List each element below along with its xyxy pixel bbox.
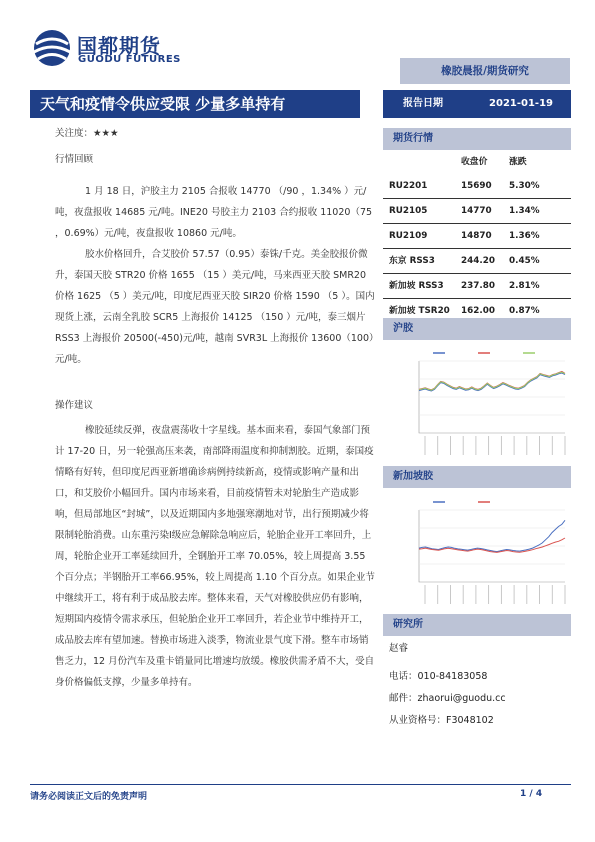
guodu-logo: [30, 28, 180, 72]
change-cell: 0.87%: [509, 306, 540, 316]
report-title: 天气和疫情令供应受限 少量多单持有: [30, 90, 360, 118]
table-row: [383, 249, 571, 274]
research-institute-header: 研究所: [383, 614, 571, 636]
report-date-label: 报告日期: [403, 98, 443, 109]
change-cell: 涨跌: [509, 157, 527, 167]
report-category: 橡胶晨报/期货研究: [400, 58, 570, 84]
singapore-rubber-header: 新加坡胶: [383, 466, 571, 488]
close-price-cell: 237.80: [461, 281, 495, 291]
change-cell: 5.30%: [509, 181, 540, 191]
futures-quotes-table: [383, 150, 571, 324]
contract-cell: RU2109: [389, 231, 428, 241]
paragraph-spot-prices: 胶水价格回升，合艾胶价 57.57（0.95）泰铢/千克。美金胶报价微升，泰国天胶 STR20 价格 1655 （15 ）美元/吨，马来西亚天胶 SMR20 价格 1625 （5 ）美元/吨，印度尼西亚天胶 SIR20 价格 1590 （5 ）。国内现货上涨，云南全乳胶 SCR5 上海报价 14125 （150 ）元/吨，泰三烟片 RSS3 上海报价 20500(-450)元/吨，越南 SVR3L 上海报价 13600（100）元/吨。: [55, 249, 375, 365]
change-cell: 1.34%: [509, 206, 540, 216]
table-row: [383, 199, 571, 224]
footer-divider: [30, 784, 571, 785]
table-row: [383, 224, 571, 249]
close-price-cell: 244.20: [461, 256, 495, 266]
close-price-cell: 162.00: [461, 306, 495, 316]
contract-cell: RU2201: [389, 181, 428, 191]
page-number: 1 / 4: [520, 789, 543, 799]
globe-logo-icon: [30, 28, 74, 68]
section-market-review: 行情回顾: [55, 154, 94, 165]
singapore-rubber-chart: [393, 494, 571, 609]
qualification-number: 从业资格号：F3048102: [389, 715, 494, 726]
section-operation-advice: 操作建议: [55, 400, 94, 411]
contract-cell: 新加坡 TSR20: [389, 306, 450, 316]
table-header-row: [383, 150, 571, 174]
attention-rating: 关注度：★★★: [55, 128, 119, 139]
close-price-cell: 15690: [461, 181, 492, 191]
close-price-cell: 14870: [461, 231, 492, 241]
contact-phone: 电话：010-84183058: [389, 671, 488, 682]
contract-cell: 新加坡 RSS3: [389, 281, 444, 291]
table-row: [383, 274, 571, 299]
futures-quotes-header: 期货行情: [383, 128, 571, 150]
change-cell: 0.45%: [509, 256, 540, 266]
change-cell: 1.36%: [509, 231, 540, 241]
paragraph-advice: 橡胶延续反弹，夜盘震荡收十字星线。基本面来看，泰国气象部门预计 17-20 日，另一轮强高压来袭，南部降雨温度和抑制割胶。近期，泰国疫情略有好转，但印度尼西亚新增确诊病例持续新高，疫情或影响产量和出口，和艾胶价小幅回升。国内市场来看，目前疫情暂未对轮胎生产造成影响，但局部地区“封城”，以及近期国内多地强寒潮地对节，出行预期减少将限制轮胎消费。山东重污染Ⅰ级应急解除急响应后，轮胎企业开工率回升，上周，轮胎企业开工率延续回升，全钢胎开工率 70.05%，较上周提高 3.55 个百分点；半钢胎开工率66.95%，较上周提高 1.10 个百分点。如果企业节中继续开工，将有利于成品胶去库。整体来看，天气对橡胶供应仍有影响，短期国内疫情令需求承压，但轮胎企业开工率回升，若企业节中维持开工，成品胶去库有望加速。替换市场进入淡季，物流业景气度下滑。整车市场销售乏力，12 月份汽车及重卡销量同比增速均放缓。橡胶供需矛盾不大，受自身价格偏低支撑，少量多单持有。: [55, 425, 375, 688]
table-row: [383, 174, 571, 199]
researcher-name: 赵睿: [389, 643, 409, 654]
shfe-rubber-header: 沪胶: [383, 318, 571, 340]
close-price-cell: 收盘价: [461, 157, 488, 167]
logo-english-name: GUODU FUTURES: [78, 54, 181, 65]
contract-cell: 东京 RSS3: [389, 256, 435, 266]
shfe-rubber-chart: [393, 345, 571, 460]
close-price-cell: 14770: [461, 206, 492, 216]
report-date-bar: [383, 90, 571, 118]
change-cell: 2.81%: [509, 281, 540, 291]
contact-email: 邮件：zhaorui@guodu.cc: [389, 693, 506, 704]
paragraph-futures-close: 1 月 18 日，沪胶主力 2105 合报收 14770 （/90 ，1.34% ）元/吨，夜盘报收 14685 元/吨。INE20 号胶主力 2103 合约报收 11020（75 ，0.69%）元/吨，夜盘报收 10860 元/吨。: [55, 186, 373, 239]
series-line: [419, 538, 565, 552]
contract-cell: RU2105: [389, 206, 428, 216]
footer-disclaimer: 请务必阅读正文后的免责声明: [30, 792, 148, 802]
logo-chinese-name: 国都期货: [77, 34, 161, 58]
report-date-value: 2021-01-19: [489, 98, 553, 109]
